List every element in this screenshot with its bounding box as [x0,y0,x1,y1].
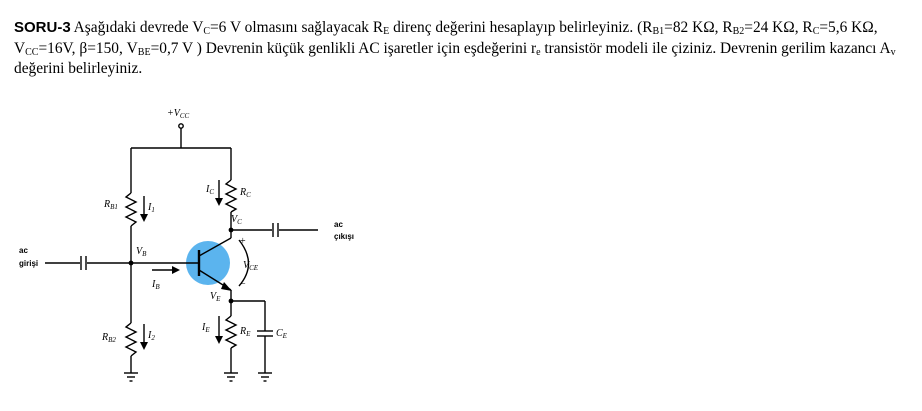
q-sub-v: v [890,46,896,58]
vb-label: $V_B$ [136,246,147,258]
q-sub-vc: C [203,26,210,37]
circuit-diagram [0,98,390,398]
question-text [14,18,904,80]
ac-output-label-2: çıkışı [334,232,355,241]
q-sub-vcc: CC [25,46,39,58]
q-text-6: =5,6 KΩ, V [14,19,878,57]
q-text-1: Aşağıdaki devrede V [70,19,204,36]
ic-arrowhead [215,198,223,206]
ac-input-label-2: girişi [19,259,39,268]
q-sub-rb2: B2 [732,26,745,37]
q-sub-re: E [383,26,390,37]
rc-resistor [226,180,236,212]
re-resistor [226,316,236,348]
re-label: $R_E$ [240,326,251,338]
q-text-10: değerini belirleyiniz. [14,60,143,77]
i1-label: $I_1$ [148,202,155,214]
q-text-7: =16V, β=150, V [38,39,138,57]
vc-label: $V_C$ [231,214,242,226]
q-sub-rc: C [812,26,820,37]
vcc-terminal [179,124,183,128]
q-text-9: transistör modeli ile çiziniz. Devrenin gerilim kazancı A [540,39,891,57]
question-label: SORU-3 [14,19,71,36]
q-text-4: =82 KΩ, R [664,19,733,36]
vcc-label: $+V_{CC}$ [167,108,190,120]
i2-label: $I_2$ [148,330,155,342]
vce-label: $V_{CE}$ [243,260,259,272]
rb2-resistor [126,323,136,356]
rb1-label: $R_{B1}$ [104,199,118,211]
emitter-arrowhead [221,282,232,291]
q-sub-e: e [536,46,541,58]
ve-label: $V_E$ [210,291,221,303]
i1-arrowhead [140,214,148,222]
i2-arrowhead [140,342,148,350]
minus-sign: − [240,279,246,290]
ie-label: $I_E$ [202,322,210,334]
q-text-5: =24 KΩ, R [744,19,813,36]
q-sub-vbe: BE [137,46,151,58]
q-sub-rb1: B1 [652,26,665,37]
q-text-8: =0,7 V ) Devrenin küçük genlikli AC işaretler için eşdeğerini r [150,39,537,57]
plus-sign: + [240,236,246,247]
ac-input-label-1: ac [19,246,28,255]
rb1-resistor [126,193,136,226]
ib-label: $I_B$ [152,279,160,291]
rc-label: $R_C$ [240,187,251,199]
ic-label: $I_C$ [206,184,215,196]
q-text-3: direnç değerini hesaplayıp belirleyiniz. (R [389,19,653,36]
ce-label: $C_E$ [276,328,287,340]
q-text-2: =6 V olmasını sağlayacak R [210,19,384,36]
ib-arrowhead [172,266,180,274]
rb2-label: $R_{B2}$ [102,332,116,344]
ie-arrowhead [215,336,223,344]
ac-output-label-1: ac [334,220,343,229]
